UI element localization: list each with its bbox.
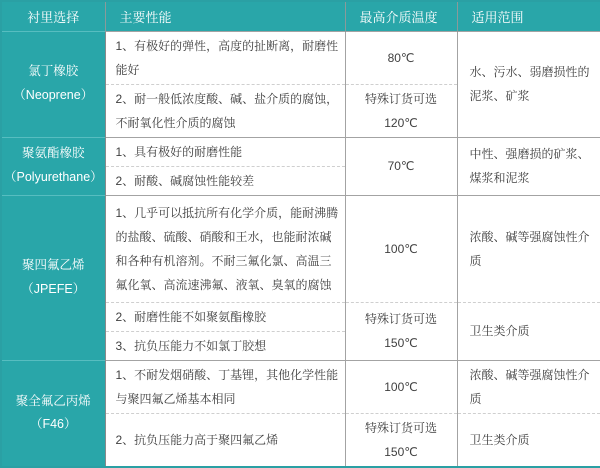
- perf-cell: 2、耐一般低浓度酸、碱、盐介质的腐蚀，不耐氧化性介质的腐蚀: [105, 84, 345, 137]
- scope-cell: 浓酸、碱等强腐蚀性介质: [457, 360, 600, 413]
- material-name: 聚氨酯橡胶: [21, 146, 85, 161]
- table-row: [1, 137, 600, 166]
- temp-cell: [345, 84, 457, 137]
- table-row: [1, 195, 600, 302]
- temp-note: 特殊订货可选: [364, 420, 437, 435]
- material-name: 氯丁橡胶: [28, 64, 79, 79]
- temp-value: 120℃: [384, 115, 418, 130]
- header-performance: 主要性能: [105, 1, 345, 31]
- temp-note: 特殊订货可选: [364, 312, 437, 326]
- material-en-name: （Polyurethane）: [4, 170, 103, 184]
- perf-cell: 2、耐磨性能不如聚氨酯橡胶: [105, 302, 345, 331]
- material-neoprene: [1, 31, 105, 137]
- material-en-name: （JPEFE）: [21, 281, 86, 296]
- perf-cell: 2、耐酸、碱腐蚀性能较差: [105, 166, 345, 195]
- header-scope: 适用范围: [457, 1, 600, 31]
- temp-value: 150℃: [384, 444, 418, 459]
- material-f46: [1, 360, 105, 467]
- scope-cell: 卫生类介质: [457, 413, 600, 467]
- material-ptfe: [1, 195, 105, 360]
- perf-cell: 2、抗负压能力高于聚四氟乙烯: [105, 413, 345, 467]
- perf-cell: 1、具有极好的耐磨性能: [105, 137, 345, 166]
- table-row: [1, 31, 600, 84]
- temp-cell: [345, 413, 457, 467]
- temp-cell: 70℃: [345, 137, 457, 195]
- material-polyurethane: [1, 137, 105, 195]
- perf-cell: 1、有极好的弹性，高度的扯断离，耐磨性能好: [105, 31, 345, 84]
- temp-cell: [345, 302, 457, 360]
- material-name: 聚全氟乙丙烯: [15, 393, 91, 408]
- material-en-name: （F46）: [29, 417, 77, 432]
- scope-cell: 中性、强磨损的矿浆、煤浆和泥浆: [457, 137, 600, 195]
- perf-cell: 1、几乎可以抵抗所有化学介质，能耐沸腾的盐酸、硫酸、硝酸和王水，也能耐浓碱和各种有机溶剂。不耐三氟化氯、高温三氟化氧、高流速沸氟、液氧、臭氧的腐蚀: [105, 195, 345, 302]
- temp-note: 特殊订货可选: [364, 91, 437, 106]
- perf-cell: 1、不耐发烟硝酸、丁基锂，其他化学性能与聚四氟乙烯基本相同: [105, 360, 345, 413]
- temp-cell: 80℃: [345, 31, 457, 84]
- scope-cell: 浓酸、碱等强腐蚀性介质: [457, 195, 600, 302]
- scope-cell: 水、污水、弱磨损性的泥浆、矿浆: [457, 31, 600, 137]
- material-name: 聚四氟乙烯: [21, 257, 85, 272]
- table-header-row: [1, 1, 600, 31]
- table-row: [1, 360, 600, 413]
- perf-cell: 3、抗负压能力不如氯丁胶想: [105, 331, 345, 360]
- temp-cell: 100℃: [345, 360, 457, 413]
- temp-cell: 100℃: [345, 195, 457, 302]
- header-max-temp: 最高介质温度: [345, 1, 457, 31]
- header-lining: 衬里选择: [1, 1, 105, 31]
- temp-value: 150℃: [384, 336, 418, 350]
- material-en-name: （Neoprene）: [13, 88, 94, 102]
- scope-cell: 卫生类介质: [457, 302, 600, 360]
